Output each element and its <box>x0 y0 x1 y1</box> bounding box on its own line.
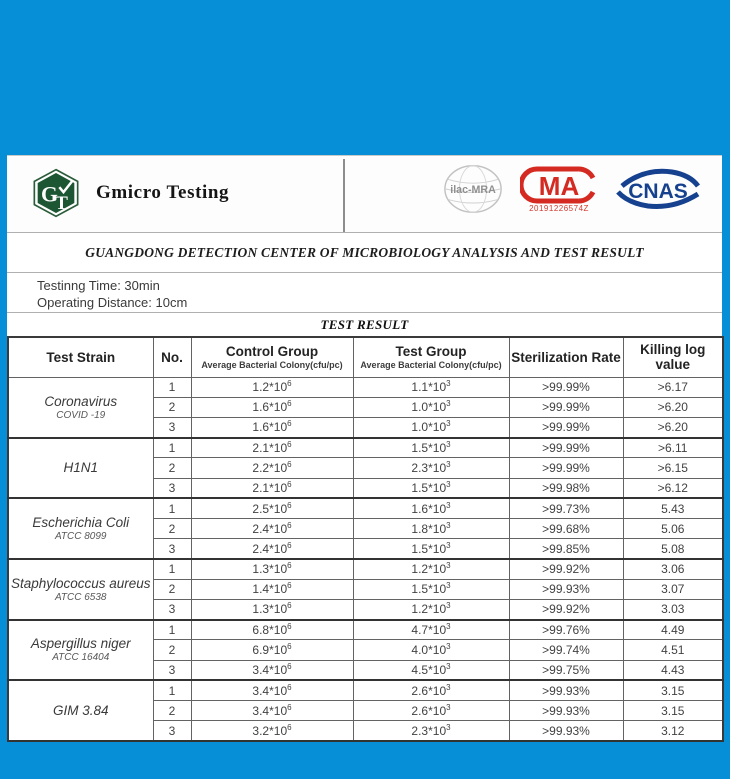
test-conditions <box>7 273 722 313</box>
cell-log: 3.03 <box>623 599 723 619</box>
cell-no: 1 <box>153 377 191 397</box>
cell-test: $4.0*10^3$ <box>353 640 509 660</box>
col-killing-log-value: Killing log value <box>623 337 723 377</box>
cell-rate: >99.93% <box>509 579 623 599</box>
cell-log: 5.06 <box>623 519 723 539</box>
cell-no: 3 <box>153 478 191 498</box>
cell-no: 2 <box>153 519 191 539</box>
cell-test: $4.5*10^3$ <box>353 660 509 680</box>
strain-cell <box>8 438 153 499</box>
cell-log: >6.20 <box>623 417 723 437</box>
cell-control: $1.3*10^6$ <box>191 599 353 619</box>
cell-rate: >99.93% <box>509 721 623 741</box>
col-control-group: Control Group Average Bacterial Colony(cfu/pc) <box>191 337 353 377</box>
brand <box>31 168 229 218</box>
cell-log: 5.43 <box>623 498 723 518</box>
ilac-label: ilac-MRA <box>450 183 496 196</box>
cell-no: 1 <box>153 620 191 640</box>
cell-control: $3.4*10^6$ <box>191 660 353 680</box>
cell-test: $2.3*10^3$ <box>353 721 509 741</box>
cell-control: $2.1*10^6$ <box>191 438 353 458</box>
cell-rate: >99.75% <box>509 660 623 680</box>
ilac-mra-logo <box>442 163 504 215</box>
cell-no: 3 <box>153 599 191 619</box>
strain-name: Escherichia Coli <box>32 515 130 531</box>
cell-test: $1.5*10^3$ <box>353 539 509 559</box>
cell-no: 2 <box>153 458 191 478</box>
strain-cell <box>8 620 153 681</box>
cell-control: $3.4*10^6$ <box>191 680 353 700</box>
cell-log: >6.12 <box>623 478 723 498</box>
cell-rate: >99.93% <box>509 701 623 721</box>
cell-control: $1.6*10^6$ <box>191 397 353 417</box>
cell-test: $2.6*10^3$ <box>353 680 509 700</box>
col-sterilization-rate: Sterilization Rate <box>509 337 623 377</box>
cma-certificate-number: 20191226574Z <box>529 203 589 213</box>
cnas-label: CNAS <box>628 180 688 203</box>
table-row <box>8 377 723 397</box>
brand-name: Gmicro Testing <box>96 182 230 203</box>
cell-log: 3.06 <box>623 559 723 579</box>
strain-name: GIM 3.84 <box>52 703 109 719</box>
cell-no: 2 <box>153 701 191 721</box>
cell-rate: >99.92% <box>509 559 623 579</box>
cell-log: 3.15 <box>623 701 723 721</box>
cell-no: 3 <box>153 417 191 437</box>
cell-rate: >99.73% <box>509 498 623 518</box>
cell-rate: >99.85% <box>509 539 623 559</box>
col-test-strain: Test Strain <box>8 337 153 377</box>
cell-control: $1.3*10^6$ <box>191 559 353 579</box>
cell-no: 3 <box>153 721 191 741</box>
cell-test: $1.2*10^3$ <box>353 559 509 579</box>
testing-time-line: Testinng Time: 30min <box>37 278 160 293</box>
strain-subtitle: ATCC 8099 <box>54 531 107 543</box>
cell-no: 1 <box>153 498 191 518</box>
strain-cell <box>8 559 153 620</box>
cell-log: >6.17 <box>623 377 723 397</box>
results-table <box>7 336 724 742</box>
cell-control: $2.4*10^6$ <box>191 519 353 539</box>
cell-control: $2.5*10^6$ <box>191 498 353 518</box>
cell-test: $1.5*10^3$ <box>353 438 509 458</box>
cell-test: $1.8*10^3$ <box>353 519 509 539</box>
cell-rate: >99.93% <box>509 680 623 700</box>
cell-control: $2.2*10^6$ <box>191 458 353 478</box>
header-row <box>8 337 723 377</box>
table-row <box>8 438 723 458</box>
cell-no: 1 <box>153 438 191 458</box>
cell-rate: >99.98% <box>509 478 623 498</box>
cell-rate: >99.99% <box>509 458 623 478</box>
cell-rate: >99.99% <box>509 417 623 437</box>
cell-control: $2.1*10^6$ <box>191 478 353 498</box>
cma-logo <box>520 166 598 213</box>
cell-test: $2.6*10^3$ <box>353 701 509 721</box>
cell-no: 2 <box>153 397 191 417</box>
table-row <box>8 498 723 518</box>
strain-subtitle: ATCC 16404 <box>52 652 110 664</box>
operating-distance-line: Operating Distance: 10cm <box>37 295 188 310</box>
cell-log: 4.51 <box>623 640 723 660</box>
cell-no: 3 <box>153 660 191 680</box>
results-table-head <box>8 337 723 377</box>
report-document <box>7 155 722 741</box>
table-row <box>8 620 723 640</box>
cell-log: 4.43 <box>623 660 723 680</box>
cell-test: $1.1*10^3$ <box>353 377 509 397</box>
cell-test: $1.2*10^3$ <box>353 599 509 619</box>
strain-subtitle: ATCC 6538 <box>54 591 107 603</box>
cell-log: 3.12 <box>623 721 723 741</box>
cell-test: $2.3*10^3$ <box>353 458 509 478</box>
header-divider <box>343 159 345 232</box>
certification-logos <box>442 163 702 215</box>
results-table-body <box>8 377 723 741</box>
cma-label: MA <box>538 170 580 201</box>
cell-log: >6.15 <box>623 458 723 478</box>
cell-rate: >99.76% <box>509 620 623 640</box>
strain-cell <box>8 377 153 438</box>
cell-test: $1.0*10^3$ <box>353 417 509 437</box>
strain-name: H1N1 <box>63 460 98 476</box>
cell-control: $3.4*10^6$ <box>191 701 353 721</box>
cell-no: 1 <box>153 559 191 579</box>
strain-subtitle: COVID -19 <box>56 409 106 421</box>
strain-cell <box>8 498 153 559</box>
cnas-icon <box>614 168 702 210</box>
table-row <box>8 559 723 579</box>
cell-control: $1.6*10^6$ <box>191 417 353 437</box>
cell-test: $4.7*10^3$ <box>353 620 509 640</box>
cell-rate: >99.92% <box>509 599 623 619</box>
cell-control: $6.9*10^6$ <box>191 640 353 660</box>
cell-no: 2 <box>153 579 191 599</box>
cell-log: >6.20 <box>623 397 723 417</box>
report-title: GUANGDONG DETECTION CENTER OF MICROBIOLOGY ANALYSIS AND TEST RESULT <box>7 233 722 273</box>
table-row <box>8 680 723 700</box>
cell-rate: >99.74% <box>509 640 623 660</box>
cell-test: $1.5*10^3$ <box>353 579 509 599</box>
logo-letter-t: T <box>55 192 68 214</box>
cell-log: 5.08 <box>623 539 723 559</box>
cell-rate: >99.99% <box>509 397 623 417</box>
cell-rate: >99.99% <box>509 438 623 458</box>
cell-log: >6.11 <box>623 438 723 458</box>
cell-rate: >99.68% <box>509 519 623 539</box>
ilac-mra-icon <box>442 163 504 215</box>
document-header <box>7 156 722 233</box>
cell-log: 4.49 <box>623 620 723 640</box>
cell-control: $3.2*10^6$ <box>191 721 353 741</box>
section-title: TEST RESULT <box>320 317 409 332</box>
cell-control: $1.2*10^6$ <box>191 377 353 397</box>
strain-name: Coronavirus <box>44 393 118 409</box>
cell-control: $2.4*10^6$ <box>191 539 353 559</box>
cnas-logo <box>614 168 702 210</box>
cell-no: 3 <box>153 539 191 559</box>
cell-no: 1 <box>153 680 191 700</box>
cell-rate: >99.99% <box>509 377 623 397</box>
logo-letter-g: G <box>41 182 58 207</box>
cell-test: $1.5*10^3$ <box>353 478 509 498</box>
cell-test: $1.0*10^3$ <box>353 397 509 417</box>
cell-control: $6.8*10^6$ <box>191 620 353 640</box>
strain-name: Aspergillus niger <box>30 636 131 652</box>
strain-name: Staphylococcus aureus <box>10 575 151 591</box>
strain-cell <box>8 680 153 741</box>
col-no: No. <box>153 337 191 377</box>
gt-shield-icon <box>31 168 81 218</box>
col-test-group: Test Group Average Bacterial Colony(cfu/pc) <box>353 337 509 377</box>
cma-icon <box>520 166 598 204</box>
cell-test: $1.6*10^3$ <box>353 498 509 518</box>
cell-control: $1.4*10^6$ <box>191 579 353 599</box>
cell-no: 2 <box>153 640 191 660</box>
cell-log: 3.07 <box>623 579 723 599</box>
cell-log: 3.15 <box>623 680 723 700</box>
